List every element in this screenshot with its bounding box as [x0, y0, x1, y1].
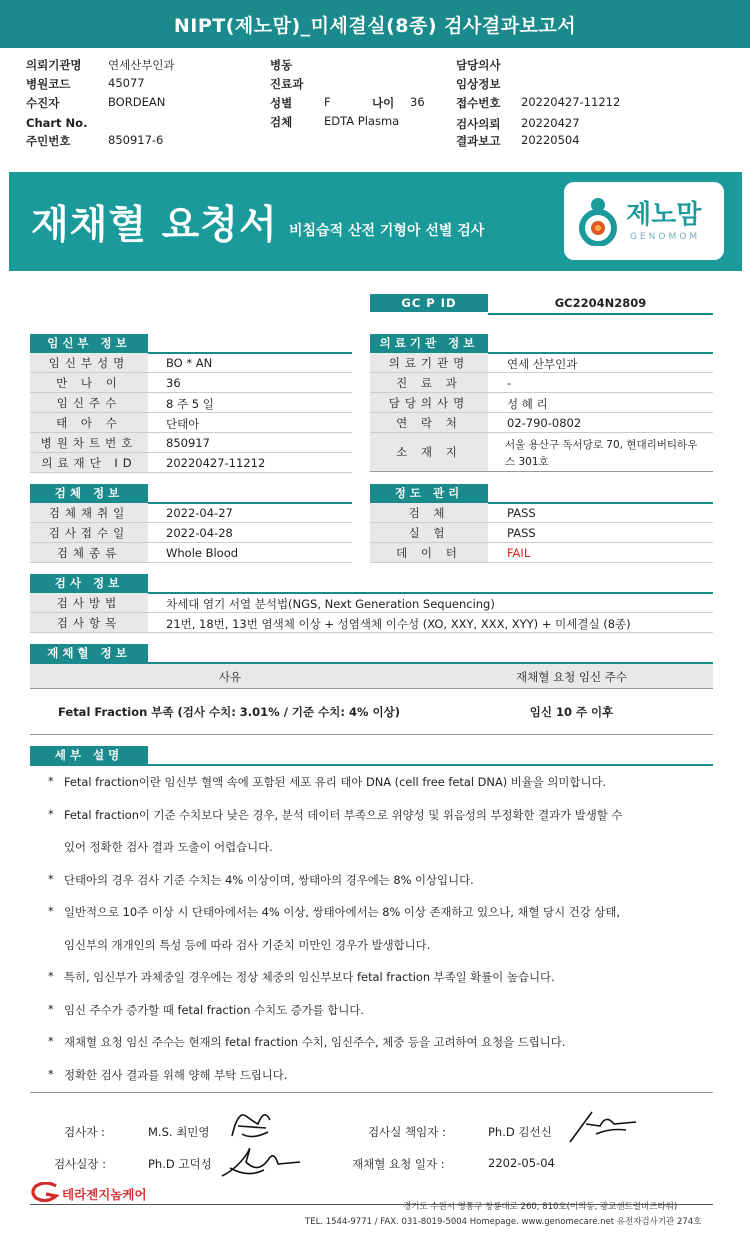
header-value: 20220427 — [521, 116, 580, 130]
header-key: 검체 — [270, 115, 293, 129]
row-label: 검체채취일 — [30, 503, 148, 522]
address-label: 소 재 지 — [370, 433, 488, 471]
row-label: 검 체 — [370, 503, 488, 522]
logo-name: 제노맘 — [626, 200, 702, 230]
bullet-star: * — [48, 806, 54, 821]
row-value: 21번, 18번, 13번 염색체 이상 + 성염색체 이수성 (XO, XXY, XXX, XYY) + 미세결실 (8종) — [166, 617, 631, 631]
row-value: 850917 — [166, 436, 210, 450]
divider — [370, 471, 713, 472]
banner-title: 재채혈 요청서 — [31, 203, 278, 248]
row-divider — [30, 632, 713, 633]
row-value: 차세대 염기 서열 분석법(NGS, Next Generation Sequencing) — [166, 597, 495, 611]
detail-text: 정확한 검사 결과를 위해 양해 부탁 드립니다. — [64, 1067, 288, 1082]
header-key: Chart No. — [26, 116, 88, 130]
row-label: 데 이 터 — [370, 543, 488, 562]
row-value: PASS — [507, 526, 536, 540]
footer-address: 경기도 수원시 영통구 창룡대로 260, 810호(이의동, 광교센트럴비즈타워) — [403, 1202, 678, 1212]
row-label: 임신주수 — [30, 393, 148, 412]
row-label: 검사방법 — [30, 593, 148, 612]
section-title-test: 검사 정보 — [30, 574, 148, 592]
header-key: 임상정보 — [456, 77, 501, 91]
section-title-pregnant: 임신부 정보 — [30, 334, 148, 352]
company-name: 테라젠지놈케어 — [62, 1187, 147, 1202]
header-key: 검사의뢰 — [456, 117, 501, 131]
row-value: - — [507, 376, 512, 390]
divider — [30, 688, 713, 689]
director-name: Ph.D 고덕성 — [148, 1157, 212, 1171]
row-value: Whole Blood — [166, 546, 239, 560]
header-key: 결과보고 — [456, 134, 501, 148]
detail-text: 일반적으로 10주 이상 시 단태아에서는 4% 이상, 쌍태아에서는 8% 이상 존재하고 있으나, 채혈 당시 건강 상태, — [64, 905, 620, 919]
detail-text: 특히, 임신부가 과체중일 경우에는 정상 체중의 임신부보다 fetal fraction 부족일 확률이 높습니다. — [64, 970, 555, 984]
header-key: 나이 — [372, 96, 395, 110]
row-value: 20220427-11212 — [166, 456, 266, 470]
row-label: 의료재단 ID — [30, 453, 148, 472]
header-value: 20220504 — [521, 133, 580, 147]
row-label: 검사항목 — [30, 613, 148, 632]
detail-text: 임신 주수가 증가할 때 fetal fraction 수치도 증가를 합니다. — [64, 1002, 365, 1017]
genomom-logo — [564, 182, 724, 260]
tester-name: M.S. 최민영 — [148, 1125, 210, 1139]
row-value: BO * AN — [166, 356, 213, 370]
gcp-id-value: GC2204N2809 — [554, 296, 647, 310]
redraw-date-label: 재채혈 요청 일자 : — [352, 1157, 445, 1171]
row-value: 단태아 — [166, 417, 200, 431]
row-value: 8 주 5 일 — [166, 397, 214, 411]
bullet-star: * — [48, 774, 54, 788]
detail-text: 있어 정확한 검사 결과 도출이 어렵습니다. — [64, 840, 273, 854]
row-label: 만 나 이 — [30, 373, 148, 392]
company-logo-icon — [30, 1182, 60, 1202]
detail-text: 임신부의 개개인의 특성 등에 따라 검사 기준치 미만인 경우가 발생합니다. — [64, 937, 431, 952]
row-value: 2022-04-28 — [166, 526, 233, 540]
header-value: 연세산부인과 — [108, 58, 175, 72]
bullet-star: * — [48, 1034, 54, 1048]
header-value: 36 — [410, 95, 425, 109]
section-title-redraw: 재채혈 정보 — [30, 644, 148, 662]
row-label: 병원차트번호 — [30, 433, 148, 452]
address-line-1: 서울 용산구 독서당로 70, 현대리버티하우 — [505, 439, 698, 451]
gcp-id-label: GC P ID — [370, 294, 488, 312]
director-signature — [218, 1138, 304, 1182]
divider — [30, 1092, 713, 1093]
bullet-star: * — [48, 1066, 54, 1081]
redraw-col-reason: 사유 — [218, 670, 242, 684]
bullet-star: * — [48, 969, 54, 983]
row-label: 담당의사명 — [370, 393, 488, 412]
header-value: 850917-6 — [108, 133, 164, 147]
row-label: 임신부성명 — [30, 353, 148, 372]
tester-label: 검사자 : — [64, 1125, 105, 1139]
header-key: 의뢰기관명 — [26, 58, 82, 72]
divider — [488, 313, 713, 315]
row-label: 검사접수일 — [30, 523, 148, 542]
row-value: 36 — [166, 376, 181, 390]
header-key: 병동 — [270, 58, 293, 72]
row-label: 의료기관명 — [370, 353, 488, 372]
logo-subtext: GENOMOM — [630, 232, 701, 242]
header-key: 주민번호 — [26, 134, 71, 148]
director-label: 검사실장 : — [54, 1157, 106, 1171]
header-value: 20220427-11212 — [521, 95, 621, 109]
header-key: 접수번호 — [456, 96, 501, 110]
row-label: 태 아 수 — [30, 413, 148, 432]
section-title-institution: 의료기관 정보 — [370, 334, 488, 352]
address-line-2: 스 301호 — [505, 456, 549, 468]
detail-text: 재채혈 요청 임신 주수는 현재의 fetal fraction 수치, 임신주수, 체중 등을 고려하여 요청을 드립니다. — [64, 1035, 566, 1049]
row-divider — [30, 562, 352, 563]
row-value: 02-790-0802 — [507, 416, 582, 430]
bullet-star: * — [48, 871, 54, 886]
banner-subtitle: 비침습적 산전 기형아 선별 검사 — [289, 223, 485, 239]
row-label: 연 락 처 — [370, 413, 488, 432]
company-logo — [30, 1182, 60, 1202]
section-title-details: 세부 설명 — [30, 746, 148, 764]
header-value: BORDEAN — [108, 95, 166, 109]
footer-contact: TEL. 1544-9771 / FAX. 031-8019-5004 Homepage. www.genomecare.net 유전자검사기관 274호 — [305, 1217, 702, 1227]
detail-text: Fetal fraction이 기준 수치보다 낮은 경우, 분석 데이터 부족으로 위양성 및 위음성의 부정확한 결과가 발생할 수 — [64, 807, 623, 822]
bullet-star: * — [48, 1001, 54, 1016]
row-value: 성 혜 리 — [507, 397, 548, 411]
divider — [30, 764, 713, 766]
lab-head-label: 검사실 책임자 : — [368, 1125, 446, 1139]
bullet-star: * — [48, 904, 54, 918]
row-value: PASS — [507, 506, 536, 520]
header-key: 수진자 — [26, 96, 60, 110]
row-value: FAIL — [507, 546, 531, 560]
row-label: 검체종류 — [30, 543, 148, 562]
header-key: 병원코드 — [26, 77, 71, 91]
detail-text: 단태아의 경우 검사 기준 수치는 4% 이상이며, 쌍태아의 경우에는 8% 이상입니다. — [64, 872, 474, 887]
report-title: NIPT(제노맘)_미세결실(8종) 검사결과보고서 — [0, 0, 750, 48]
section-title-qc: 정도 관리 — [370, 484, 488, 502]
header-key: 성별 — [270, 96, 293, 110]
row-value: 연세 산부인과 — [507, 357, 578, 371]
header-value: F — [324, 95, 331, 109]
redraw-col-weeks: 재채혈 요청 임신 주수 — [516, 670, 627, 684]
row-label: 실 험 — [370, 523, 488, 542]
row-divider — [30, 472, 352, 473]
header-key: 담당의사 — [456, 58, 501, 72]
redraw-date-value: 2202-05-04 — [488, 1156, 555, 1170]
header-value: 45077 — [108, 76, 145, 90]
redraw-weeks: 임신 10 주 이후 — [529, 705, 614, 719]
genomom-logo-icon — [576, 196, 620, 246]
banner — [9, 172, 742, 271]
divider — [30, 734, 713, 735]
row-value: 2022-04-27 — [166, 506, 233, 520]
header-key: 진료과 — [270, 77, 304, 91]
lab-head-signature — [566, 1106, 642, 1146]
section-title-specimen: 검체 정보 — [30, 484, 148, 502]
row-divider — [370, 562, 713, 563]
row-label: 진 료 과 — [370, 373, 488, 392]
redraw-reason: Fetal Fraction 부족 (검사 수치: 3.01% / 기준 수치: 4% 이상) — [58, 705, 400, 719]
detail-text: Fetal fraction이란 임신부 혈액 속에 포함된 세포 유리 태아 DNA (cell free fetal DNA) 비율을 의미합니다. — [64, 775, 607, 789]
lab-head-name: Ph.D 김선신 — [488, 1125, 552, 1139]
header-value: EDTA Plasma — [324, 114, 400, 128]
